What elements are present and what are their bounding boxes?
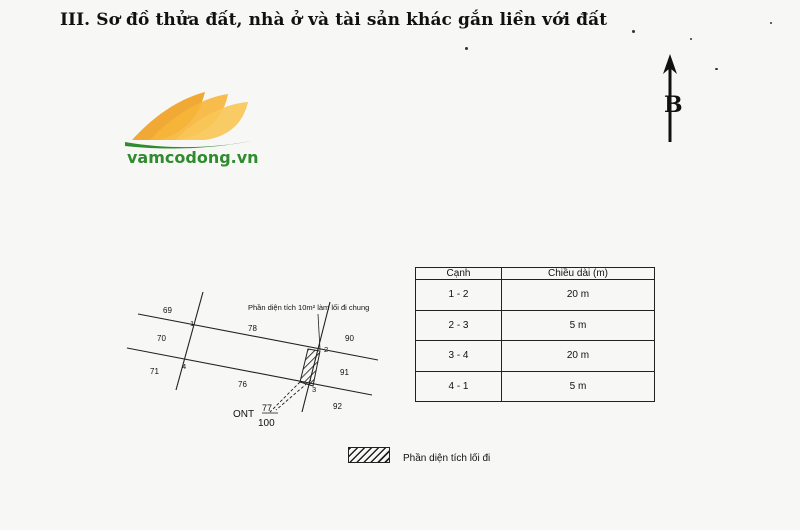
north-letter: B [664, 92, 683, 118]
watermark-text: vamcodong.vn [127, 148, 259, 167]
edge-cell: 3 - 4 [416, 341, 502, 372]
parcel-77: 77 [262, 403, 273, 413]
length-cell: 20 m [502, 280, 655, 311]
parcel-76: 76 [238, 380, 247, 389]
length-cell: 5 m [502, 310, 655, 341]
vertex-3: 3 [312, 385, 317, 394]
edge-cell: 4 - 1 [416, 371, 502, 402]
table-row [416, 310, 655, 341]
vertex-4: 4 [182, 362, 187, 371]
legend-hatch-swatch [348, 447, 390, 463]
vertex-1: 1 [190, 319, 195, 328]
table-header-row [416, 268, 655, 280]
parcel-78: 78 [248, 324, 257, 333]
parcel-69: 69 [163, 306, 172, 315]
legend-label: Phần diện tích lối đi [403, 453, 491, 464]
boundary-line-west [176, 292, 203, 390]
parcel-70: 70 [157, 334, 166, 343]
edge-cell: 2 - 3 [416, 310, 502, 341]
length-cell: 5 m [502, 371, 655, 402]
parcel-90: 90 [345, 334, 354, 343]
edge-length-table [415, 267, 655, 402]
section-heading: III. Sơ đồ thửa đất, nhà ở và tài sản khác gắn liền với đất [60, 10, 608, 30]
boundary-line-north [138, 314, 378, 360]
table-row [416, 341, 655, 372]
boundary-line-south [127, 348, 372, 395]
column-header-edge: Cạnh [416, 268, 502, 280]
table-row [416, 280, 655, 311]
parcel-92: 92 [333, 402, 342, 411]
column-header-length: Chiều dài (m) [502, 268, 655, 280]
vertex-2: 2 [324, 345, 329, 354]
table-row [416, 371, 655, 402]
parcel-71: 71 [150, 367, 159, 376]
parcel-91: 91 [340, 368, 349, 377]
parcel-100: 100 [258, 418, 275, 429]
length-cell: 20 m [502, 341, 655, 372]
land-type-code: ONT [233, 409, 255, 420]
map-note: Phần diện tích 10m² làm lối đi chung [248, 303, 370, 312]
edge-cell: 1 - 2 [416, 280, 502, 311]
